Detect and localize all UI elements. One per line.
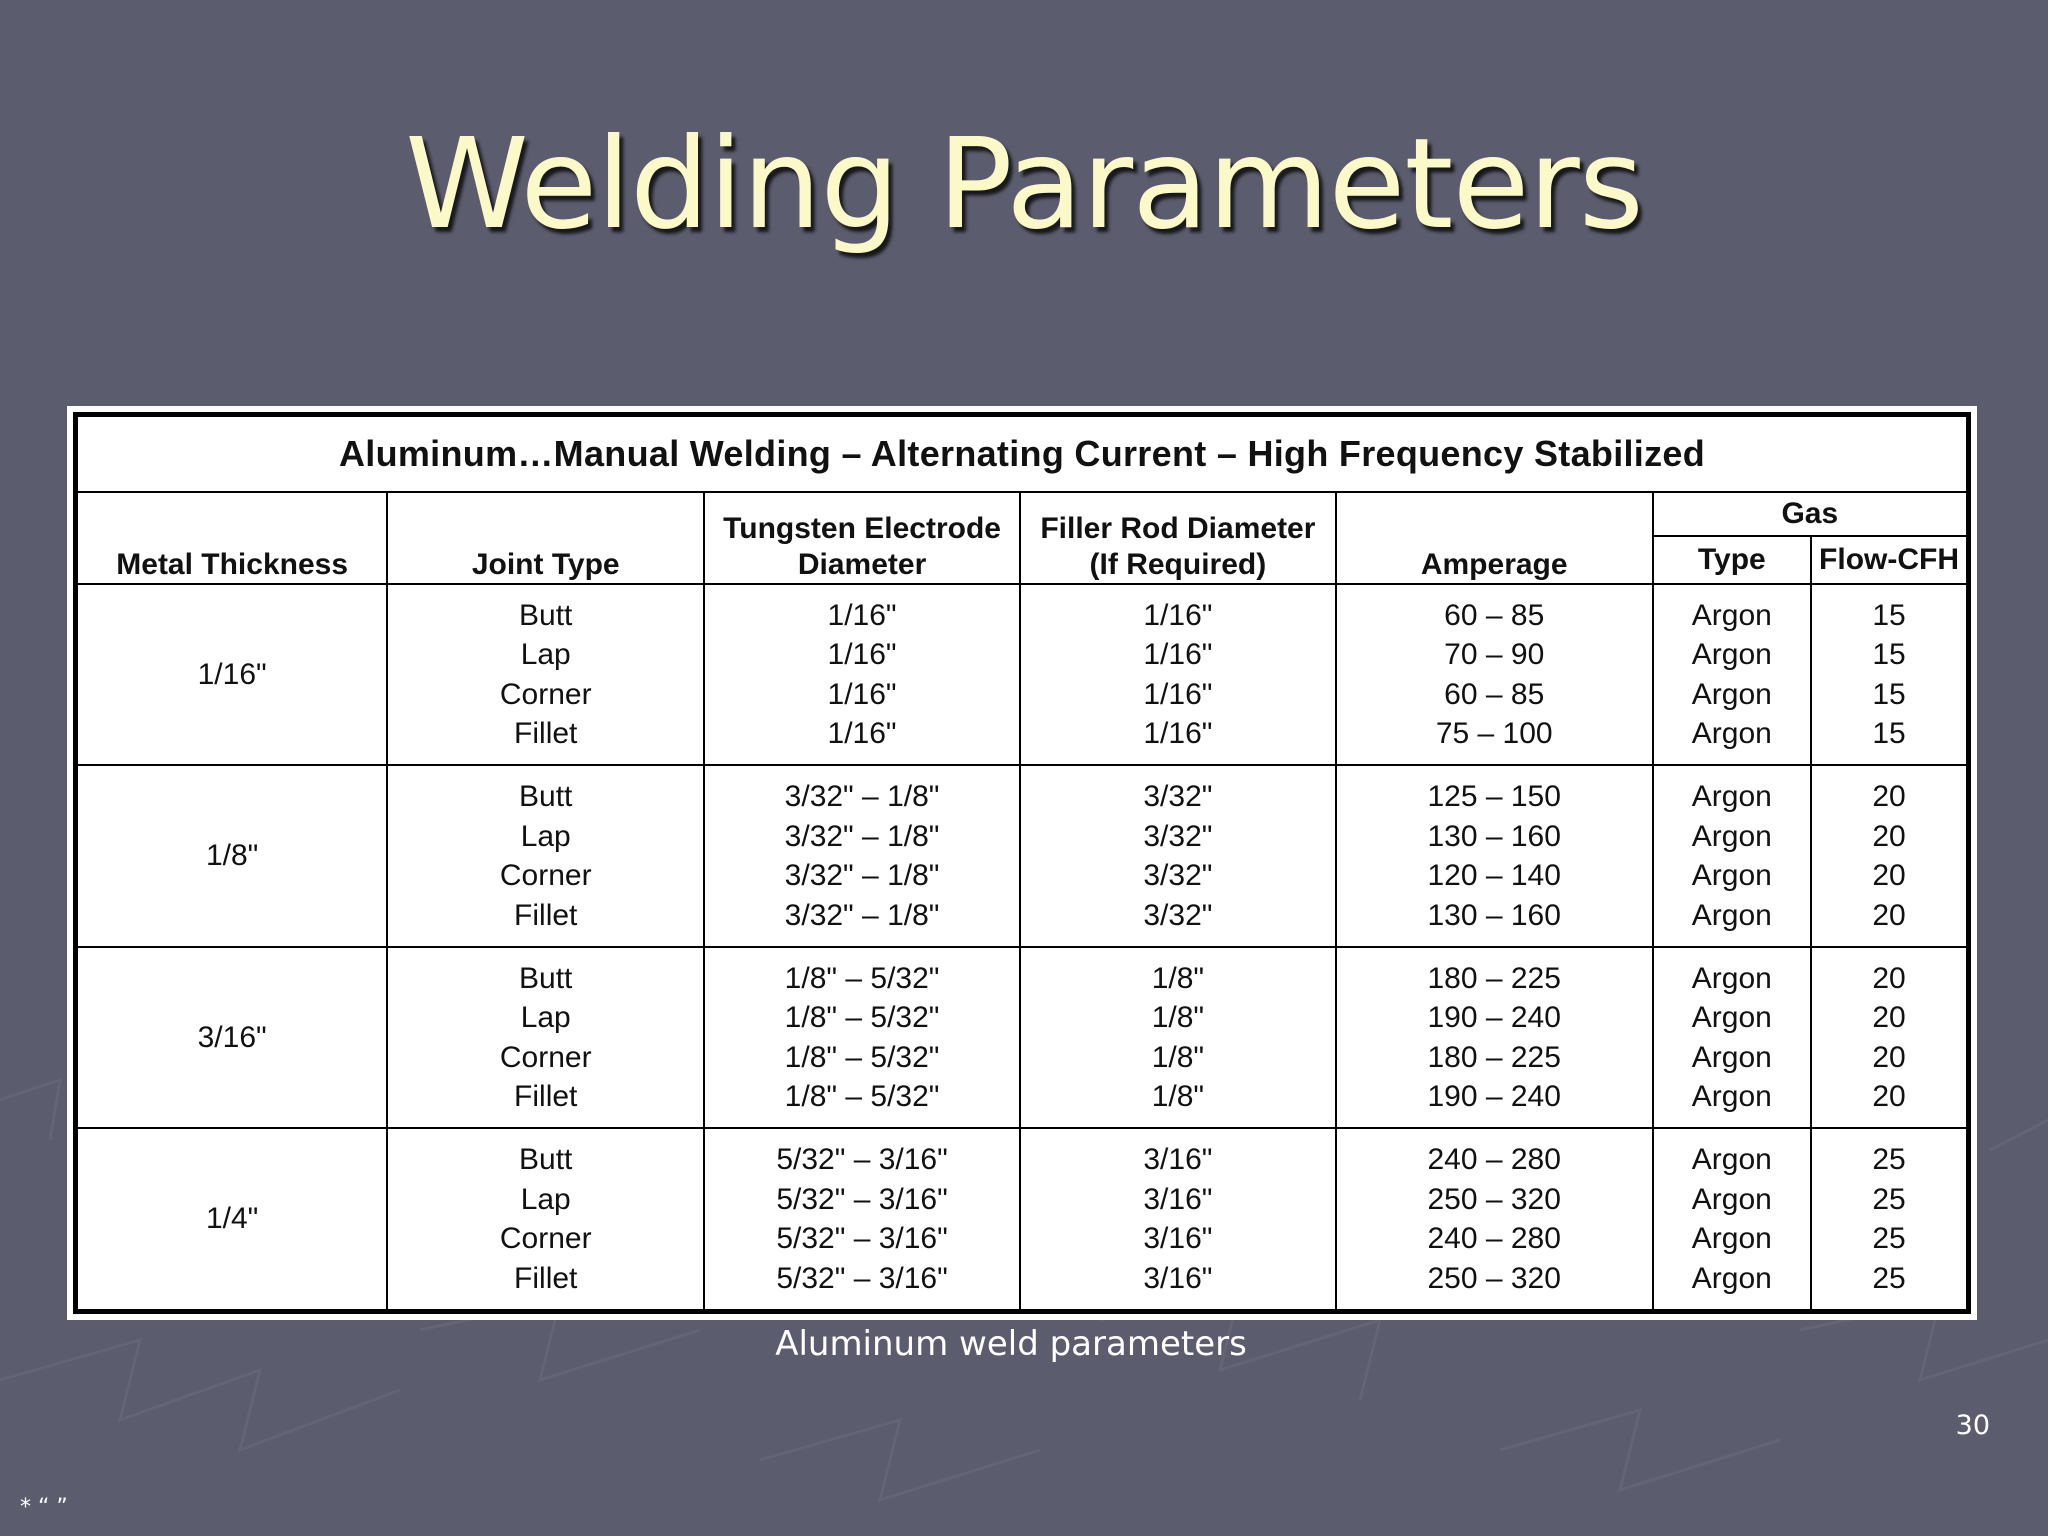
filler-value: 3/16"	[1143, 1143, 1213, 1177]
gas-type-value: Argon	[1691, 780, 1772, 814]
amperage-value: 250 – 320	[1427, 1182, 1561, 1216]
slide-title: Welding Parameters	[405, 112, 1643, 257]
filler-value: 3/32"	[1143, 780, 1213, 814]
filler-value: 3/16"	[1143, 1261, 1213, 1295]
thickness-cell: 1/16"	[76, 584, 388, 765]
joint-type-value: Fillet	[514, 898, 578, 932]
joint-type-value: Corner	[499, 1222, 592, 1256]
joint-type-value: Lap	[520, 638, 571, 672]
image-caption: Aluminum weld parameters	[775, 1324, 1247, 1364]
amperage-value: 190 – 240	[1427, 1080, 1561, 1114]
gas-type-value: Argon	[1691, 1080, 1772, 1114]
gas-type-value: Argon	[1691, 1040, 1772, 1074]
gas-type-value: Argon	[1691, 1261, 1772, 1295]
flow-value: 25	[1872, 1182, 1906, 1216]
filler-value: 1/8"	[1151, 961, 1205, 995]
flow-value: 20	[1872, 780, 1906, 814]
gas-type-value: Argon	[1691, 717, 1772, 751]
amperage-value: 250 – 320	[1427, 1261, 1561, 1295]
flow-value: 15	[1872, 677, 1906, 711]
gas-type-value: Argon	[1691, 819, 1772, 853]
header-amperage: Amperage	[1336, 492, 1653, 584]
table-row	[76, 947, 1969, 1128]
tungsten-value: 1/8" – 5/32"	[784, 961, 940, 995]
filler-value: 1/16"	[1143, 638, 1213, 672]
joint-type-cell	[387, 765, 704, 946]
header-filler-line2: (If Required)	[1089, 548, 1267, 581]
amperage-value: 190 – 240	[1427, 1001, 1561, 1035]
gas-type-value: Argon	[1691, 1222, 1772, 1256]
gas-type-value: Argon	[1691, 1182, 1772, 1216]
filler-cell	[1020, 947, 1336, 1128]
joint-type-value: Lap	[520, 1182, 571, 1216]
flow-value: 20	[1872, 898, 1906, 932]
tungsten-value: 5/32" – 3/16"	[776, 1222, 948, 1256]
flow-value: 20	[1872, 1001, 1906, 1035]
filler-cell	[1020, 765, 1336, 946]
filler-value: 1/16"	[1143, 598, 1213, 632]
flow-value: 15	[1872, 638, 1906, 672]
amperage-value: 130 – 160	[1427, 898, 1561, 932]
table-row	[76, 584, 1969, 765]
flow-cell	[1811, 765, 1968, 946]
joint-type-value: Butt	[519, 598, 573, 632]
joint-type-value: Butt	[519, 1143, 573, 1177]
joint-type-value: Butt	[519, 961, 573, 995]
tungsten-value: 1/16"	[827, 598, 897, 632]
amperage-value: 125 – 150	[1427, 780, 1561, 814]
joint-type-value: Corner	[499, 1040, 592, 1074]
gas-type-value: Argon	[1691, 638, 1772, 672]
header-gas-flow: Flow-CFH	[1811, 536, 1968, 584]
flow-value: 25	[1872, 1261, 1906, 1295]
filler-value: 1/8"	[1151, 1080, 1205, 1114]
filler-value: 3/32"	[1143, 819, 1213, 853]
tungsten-value: 1/8" – 5/32"	[784, 1001, 940, 1035]
amperage-value: 240 – 280	[1427, 1143, 1561, 1177]
tungsten-value: 1/8" – 5/32"	[784, 1080, 940, 1114]
header-tungsten-line1: Tungsten Electrode	[723, 512, 1001, 545]
gas-type-value: Argon	[1691, 598, 1772, 632]
gas-type-value: Argon	[1691, 1001, 1772, 1035]
flow-cell	[1811, 584, 1968, 765]
joint-type-value: Fillet	[514, 1261, 578, 1295]
joint-type-value: Lap	[520, 1001, 571, 1035]
amperage-cell	[1336, 584, 1653, 765]
flow-cell	[1811, 947, 1968, 1128]
amperage-value: 130 – 160	[1427, 819, 1561, 853]
gas-type-cell	[1653, 584, 1811, 765]
joint-type-cell	[387, 947, 704, 1128]
tungsten-cell	[704, 947, 1020, 1128]
joint-type-value: Corner	[499, 677, 592, 711]
tungsten-value: 1/16"	[827, 717, 897, 751]
flow-value: 25	[1872, 1143, 1906, 1177]
header-tungsten-electrode	[704, 492, 1020, 584]
header-metal-thickness: Metal Thickness	[76, 492, 388, 584]
filler-value: 3/16"	[1143, 1222, 1213, 1256]
tungsten-value: 5/32" – 3/16"	[776, 1182, 948, 1216]
tungsten-value: 5/32" – 3/16"	[776, 1143, 948, 1177]
filler-cell	[1020, 584, 1336, 765]
thickness-cell: 1/8"	[76, 765, 388, 946]
amperage-value: 70 – 90	[1444, 638, 1545, 672]
tungsten-value: 5/32" – 3/16"	[776, 1261, 948, 1295]
joint-type-value: Fillet	[514, 1080, 578, 1114]
page-number: 30	[1955, 1410, 1990, 1441]
gas-type-cell	[1653, 947, 1811, 1128]
tungsten-value: 1/8" – 5/32"	[784, 1040, 940, 1074]
filler-value: 1/16"	[1143, 717, 1213, 751]
gas-type-value: Argon	[1691, 961, 1772, 995]
amperage-value: 60 – 85	[1444, 677, 1545, 711]
filler-value: 1/8"	[1151, 1040, 1205, 1074]
flow-value: 20	[1872, 1080, 1906, 1114]
joint-type-value: Fillet	[514, 717, 578, 751]
thickness-cell: 1/4"	[76, 1128, 388, 1311]
tungsten-value: 3/32" – 1/8"	[784, 780, 940, 814]
filler-value: 1/16"	[1143, 677, 1213, 711]
flow-value: 20	[1872, 1040, 1906, 1074]
gas-type-cell	[1653, 1128, 1811, 1311]
amperage-value: 60 – 85	[1444, 598, 1545, 632]
joint-type-cell	[387, 584, 704, 765]
tungsten-value: 1/16"	[827, 638, 897, 672]
table-row	[76, 765, 1969, 946]
gas-type-value: Argon	[1691, 859, 1772, 893]
filler-value: 3/32"	[1143, 859, 1213, 893]
amperage-value: 180 – 225	[1427, 1040, 1561, 1074]
header-joint-type: Joint Type	[387, 492, 704, 584]
parameters-table	[73, 412, 1971, 1314]
tungsten-cell	[704, 1128, 1020, 1311]
table-frame	[67, 406, 1977, 1320]
joint-type-value: Lap	[520, 819, 571, 853]
flow-value: 15	[1872, 598, 1906, 632]
amperage-cell	[1336, 765, 1653, 946]
header-filler-line1: Filler Rod Diameter	[1040, 512, 1316, 545]
tungsten-cell	[704, 765, 1020, 946]
filler-value: 1/8"	[1151, 1001, 1205, 1035]
tungsten-value: 1/16"	[827, 677, 897, 711]
flow-cell	[1811, 1128, 1968, 1311]
filler-value: 3/16"	[1143, 1182, 1213, 1216]
flow-value: 25	[1872, 1222, 1906, 1256]
joint-type-value: Corner	[499, 859, 592, 893]
joint-type-cell	[387, 1128, 704, 1311]
flow-value: 15	[1872, 717, 1906, 751]
flow-value: 20	[1872, 961, 1906, 995]
gas-type-cell	[1653, 765, 1811, 946]
gas-type-value: Argon	[1691, 677, 1772, 711]
header-gas: Gas	[1653, 492, 1969, 536]
amperage-cell	[1336, 947, 1653, 1128]
gas-type-value: Argon	[1691, 1143, 1772, 1177]
filler-cell	[1020, 1128, 1336, 1311]
tungsten-value: 3/32" – 1/8"	[784, 819, 940, 853]
flow-value: 20	[1872, 819, 1906, 853]
footer-note: * “ ”	[20, 1495, 68, 1520]
filler-value: 3/32"	[1143, 898, 1213, 932]
table-caption: Aluminum…Manual Welding – Alternating Current – High Frequency Stabilized	[76, 415, 1969, 493]
flow-value: 20	[1872, 859, 1906, 893]
header-tungsten-line2: Diameter	[797, 548, 927, 581]
amperage-value: 240 – 280	[1427, 1222, 1561, 1256]
thickness-cell: 3/16"	[76, 947, 388, 1128]
amperage-cell	[1336, 1128, 1653, 1311]
joint-type-value: Butt	[519, 780, 573, 814]
gas-type-value: Argon	[1691, 898, 1772, 932]
amperage-value: 180 – 225	[1427, 961, 1561, 995]
amperage-value: 120 – 140	[1427, 859, 1561, 893]
tungsten-value: 3/32" – 1/8"	[784, 898, 940, 932]
table-row	[76, 1128, 1969, 1311]
tungsten-value: 3/32" – 1/8"	[784, 859, 940, 893]
amperage-value: 75 – 100	[1435, 717, 1553, 751]
header-filler-rod	[1020, 492, 1336, 584]
header-gas-type: Type	[1653, 536, 1811, 584]
tungsten-cell	[704, 584, 1020, 765]
